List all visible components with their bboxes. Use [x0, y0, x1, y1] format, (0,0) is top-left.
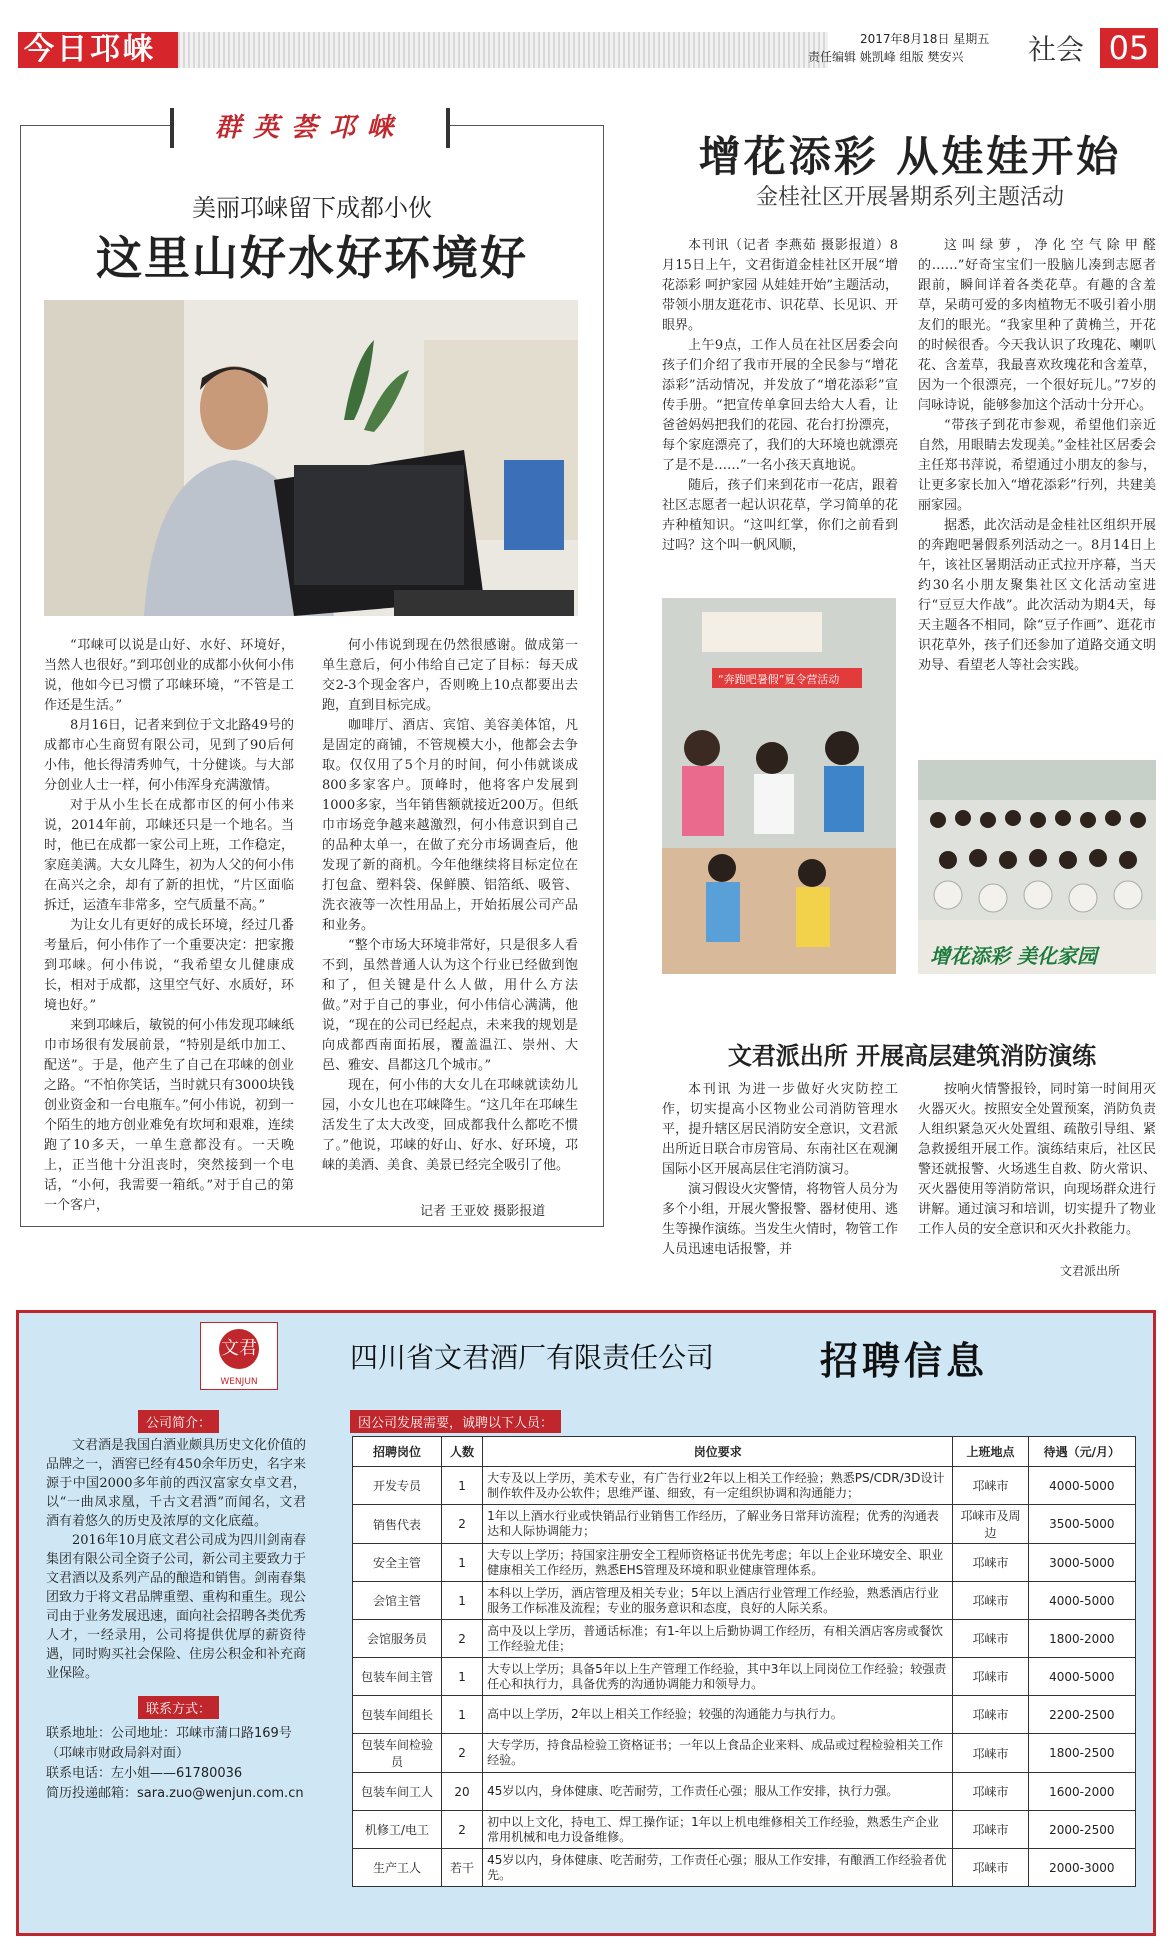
article-kicker: 美丽邛崃留下成都小伙: [192, 194, 432, 222]
header-position: 招聘岗位: [353, 1437, 442, 1467]
cell-count: 若干: [442, 1849, 483, 1887]
cell-location: 邛崃市: [953, 1544, 1028, 1582]
fire-drill-col2: [918, 1080, 1156, 1240]
cell-location: 邛崃市: [953, 1467, 1028, 1505]
cell-salary: 3500-5000: [1028, 1505, 1135, 1544]
cell-salary: 2000-2500: [1028, 1811, 1135, 1849]
cell-location: 邛崃市: [953, 1696, 1028, 1734]
cell-requirements: 大专及以上学历，美术专业，有广告行业2年以上相关工作经验；熟悉PS/CDR/3D设计制作软件及办公软件；思维严谨、细致，有一定组织协调和沟通能力；: [483, 1467, 953, 1505]
table-row: [353, 1544, 1136, 1582]
cell-salary: 3000-5000: [1028, 1544, 1135, 1582]
children-activity-illustration: [662, 598, 896, 974]
paragraph: 现在，何小伟的大女儿在邛崃就读幼儿园，小女儿也在邛崃降生。“这几年在邛崃生活发生了太大改变，回成都我什么都吃不惯了。”他说，邛崃的好山、好水、好环境，邛崃的美酒、美食、美景已经完全吸引了他。: [322, 1078, 578, 1173]
photo-caption: 增花添彩 美化家园: [930, 944, 1097, 968]
header-salary: 待遇（元/月）: [1028, 1437, 1135, 1467]
left-article-col1: [44, 636, 294, 1216]
table-row: [353, 1658, 1136, 1696]
section-name: 社会: [1028, 33, 1085, 66]
cell-salary: 1800-2500: [1028, 1734, 1135, 1773]
cell-count: 2: [442, 1620, 483, 1658]
portrait-photo-illustration: [44, 300, 578, 616]
intro-tag: 公司简介：: [138, 1410, 219, 1433]
job-table: [352, 1436, 1136, 1887]
contact-tag: 联系方式：: [138, 1696, 219, 1719]
banner-sign-text: “奔跑吧暑假”夏令营活动: [718, 673, 840, 686]
cell-salary: 2200-2500: [1028, 1696, 1135, 1734]
cell-requirements: 大专学历，持食品检验工资格证书；一年以上食品企业来料、成品或过程检验相关工作经验。: [483, 1734, 953, 1773]
page-number: 05: [1100, 28, 1158, 68]
cell-requirements: 高中以上学历，2年以上相关工作经验；较强的沟通能力与执行力。: [483, 1696, 953, 1734]
header-date: 2017年8月18日 星期五: [860, 32, 990, 46]
paragraph: 8月16日，记者来到位于文北路49号的成都市心生商贸有限公司，见到了90后何小伟，他长得清秀帅气，十分健谈。与大部分创业人士一样，何小伟浑身充满激情。: [44, 718, 294, 793]
cell-count: 1: [442, 1544, 483, 1582]
cell-requirements: 大专以上学历；具备5年以上生产管理工作经验，其中3年以上同岗位工作经验；较强责任心和执行力，具备优秀的沟通协调能力和领导力。: [483, 1658, 953, 1696]
header-location: 上班地点: [953, 1437, 1028, 1467]
table-row: [353, 1467, 1136, 1505]
header-count: 人数: [442, 1437, 483, 1467]
cell-salary: 4000-5000: [1028, 1658, 1135, 1696]
paragraph: 据悉，此次活动是金桂社区组织开展的奔跑吧暑假系列活动之一。8月14日上午，该社区暑期活动正式拉开序幕，当天约30名小朋友聚集社区文化活动室进行“豆豆大作战”。此次活动为期4天，每天主题各不相同，除“豆子作画”、逛花市识花草外，孩子们还参加了道路交通文明劝导、看望老人等社会实践。: [918, 518, 1156, 673]
ad-title-emphasis: 招聘信息: [820, 1338, 989, 1383]
fire-drill-col1: [662, 1080, 898, 1260]
paragraph: 咖啡厅、酒店、宾馆、美容美体馆，凡是固定的商铺，不管规模大小，他都会去争取。仅仅用了5个月的时间，何小伟就谈成800多家客户。顶峰时，他将客户发展到1000多家，当年销售额就接近200万。但纸巾市场竞争越来越激烈，何小伟意识到自己的品种太单一，在做了充分市场调查后，他发现了新的商机。今年他继续将目标定位在打包盒、塑料袋、保鲜膜、铝箔纸、吸管、洗衣液等一次性用品上，开始拓展公司产品和业务。: [322, 718, 578, 933]
portrait-photo: [44, 300, 578, 616]
contact-phone: 联系电话：左小姐——61780036: [46, 1766, 243, 1781]
logo-mark: 文君: [219, 1329, 259, 1369]
logo-text: WENJUN: [220, 1377, 258, 1387]
cell-position: 包装车间主管: [353, 1658, 442, 1696]
paragraph: 来到邛崃后，敏锐的何小伟发现邛崃纸巾市场很有发展前景，“特别是纸巾加工、配送”。于是，他产生了自己在邛崃的创业之路。“不怕你笑话，当时就只有3000块钱创业资金和一台电瓶车。”何小伟说，初到一个陌生的地方创业难免有坎坷和艰难，连续跑了10多天，一单生意都没有。一天晚上，正当他十分沮丧时，突然接到一个电话，“小何，我需要一箱纸。”对于自己的第一个客户，: [44, 1018, 294, 1213]
paragraph: 2016年10月底文君公司成为四川剑南春集团有限公司全资子公司，新公司主要致力于文君酒以及系列产品的酿造和销售。剑南春集团致力于将文君品牌重塑、重构和重生。现公司由于业务发展迅速，面向社会招聘各类优秀人才，一经录用，公司将提供优厚的薪资待遇，同时购买社会保险、住房公积金和补充商业保险。: [46, 1533, 307, 1681]
cell-position: 销售代表: [353, 1505, 442, 1544]
cell-position: 开发专员: [353, 1467, 442, 1505]
fire-drill-byline: 文君派出所: [1060, 1264, 1121, 1278]
cell-count: 2: [442, 1811, 483, 1849]
children-activity-photo: [662, 598, 896, 974]
article-headline: 这里山好水好环境好: [96, 231, 528, 285]
cell-requirements: 初中以上文化，持电工、焊工操作证；1年以上机电维修相关工作经验，熟悉生产企业常用机械和电力设备维修。: [483, 1811, 953, 1849]
header-editors: 责任编辑 姚凯峰 组版 樊安兴: [808, 50, 964, 64]
cell-salary: 2000-3000: [1028, 1849, 1135, 1887]
cell-count: 20: [442, 1773, 483, 1811]
column-title: 群英荟邛崃: [170, 108, 450, 148]
table-row: [353, 1849, 1136, 1887]
cell-requirements: 大专以上学历；持国家注册安全工程师资格证书优先考虑；年以上企业环境安全、职业健康相关工作经历，熟悉EHS管理及环境和职业健康管理体系。: [483, 1544, 953, 1582]
cell-position: 机修工/电工: [353, 1811, 442, 1849]
table-header-row: [353, 1437, 1136, 1467]
cell-requirements: 45岁以内，身体健康、吃苦耐劳，工作责任心强；服从工作安排，执行力强。: [483, 1773, 953, 1811]
table-row: [353, 1505, 1136, 1544]
cell-position: 包装车间工人: [353, 1773, 442, 1811]
paragraph: 上午9点，工作人员在社区居委会向孩子们介绍了我市开展的全民参与“增花添彩”活动情况，并发放了“增花添彩”宣传手册。“把宣传单拿回去给大人看，让爸爸妈妈把我们的花园、花台打扮漂亮，每个家庭漂亮了，我们的大环境也就漂亮了是不是……”一名小孩天真地说。: [662, 338, 898, 473]
table-row: [353, 1734, 1136, 1773]
flower-article-col1: [662, 236, 898, 556]
fire-drill-headline: 文君派出所 开展高层建筑消防演练: [727, 1042, 1097, 1070]
cell-location: 邛崃市: [953, 1582, 1028, 1620]
cell-location: 邛崃市: [953, 1734, 1028, 1773]
paragraph: 本刊讯（记者 李燕茹 摄影报道）8月15日上午，文君街道金桂社区开展“增花添彩 呵护家园 从娃娃开始”主题活动，带领小朋友逛花市、识花草、长见识、开眼界。: [662, 238, 898, 333]
wenjun-logo: [200, 1322, 278, 1390]
table-tag: 因公司发展需要，诚聘以下人员：: [350, 1410, 561, 1433]
cell-requirements: 45岁以内，身体健康、吃苦耐劳，工作责任心强；服从工作安排，有酿酒工作经验者优先。: [483, 1849, 953, 1887]
cell-location: 邛崃市: [953, 1620, 1028, 1658]
table-row: [353, 1582, 1136, 1620]
cell-location: 邛崃市: [953, 1811, 1028, 1849]
masthead-logo: 今日邛崃: [18, 32, 178, 68]
cell-count: 2: [442, 1734, 483, 1773]
cell-position: 会馆服务员: [353, 1620, 442, 1658]
table-row: [353, 1696, 1136, 1734]
cell-salary: 4000-5000: [1028, 1467, 1135, 1505]
cell-count: 1: [442, 1696, 483, 1734]
paragraph: 为让女儿有更好的成长环境，经过几番考量后，何小伟作了一个重要决定：把家搬到邛崃。何小伟说，“我希望女儿健康成长，相对于成都，这里空气好、水质好，环境也好。”: [44, 918, 294, 1013]
paragraph: “整个市场大环境非常好，只是很多人看不到，虽然普通人认为这个行业已经做到饱和了，但关键是什么人做，用什么方法做。”对于自己的事业，何小伟信心满满，他说，“现在的公司已经起点，未来我的规划是向成都西南面拓展，覆盖温江、崇州、大邑、雅安、昌都这几个城市。”: [322, 938, 578, 1073]
cell-position: 安全主管: [353, 1544, 442, 1582]
contact-address: 联系地址：公司地址：邛崃市蒲口路169号（邛崃市财政局斜对面）: [46, 1726, 292, 1761]
paragraph: 文君酒是我国白酒业颇具历史文化价值的品牌之一，酒窖已经有450余年历史，名字来源于中国2000多年前的西汉富家女卓文君，以“一曲凤求凰，千古文君酒”而闻名，文君酒有着悠久的历史及浓厚的文化底蕴。: [46, 1438, 307, 1529]
cell-requirements: 高中及以上学历，普通话标准；有1-年以上后勤协调工作经历，有相关酒店客房或餐饮工作经验尤佳；: [483, 1620, 953, 1658]
paragraph: “邛崃可以说是山好、水好、环境好，当然人也很好。”到邛创业的成都小伙何小伟说，他如今已习惯了邛崃环境，“不管是工作还是生活。”: [44, 638, 294, 713]
contact-email[interactable]: 简历投递邮箱：sara.zuo@wenjun.com.cn: [46, 1786, 304, 1801]
paragraph: 对于从小生长在成都市区的何小伟来说，2014年前，邛崃还只是一个地名。当时，他已在成都一家公司上班，工作稳定，家庭美满。大女儿降生，初为人父的何小伟在高兴之余，却有了新的担忧，“片区面临拆迁，运渣车非常多，空气质量不高。”: [44, 798, 294, 913]
flower-article-headline: 增花添彩 从娃娃开始: [698, 132, 1122, 181]
cell-count: 2: [442, 1505, 483, 1544]
cell-count: 1: [442, 1582, 483, 1620]
paragraph: 按响火情警报铃，同时第一时间用灭火器灭火。按照安全处置预案，消防负责人组织紧急灭火处置组、疏散引导组、紧急救援组开展工作。演练结束后，社区民警还就报警、火场逃生自救、防火常识、灭火器使用等消防常识，向现场群众进行讲解。通过演习和培训，切实提升了物业工作人员的安全意识和灭火扑救能力。: [918, 1082, 1156, 1237]
cell-requirements: 本科以上学历，酒店管理及相关专业；5年以上酒店行业管理工作经验，熟悉酒店行业服务工作标准及流程；专业的服务意识和态度，良好的人际关系。: [483, 1582, 953, 1620]
cell-location: 邛崃市: [953, 1773, 1028, 1811]
table-row: [353, 1620, 1136, 1658]
paragraph: 这叫绿萝，净化空气除甲醛的……”好奇宝宝们一股脑儿凑到志愿者跟前，瞬间详着各类花草。有趣的含羞草，呆萌可爱的多肉植物无不吸引着小朋友们的眼光。“我家里种了黄桷兰，开花的时候很香。今天我认识了玫瑰花、喇叭花、含羞草，我最喜欢玫瑰花和含羞草，因为一个很漂亮，一个很好玩儿。”7岁的闫咏诗说，能够参加这个活动十分开心。: [918, 238, 1156, 413]
table-row: [353, 1811, 1136, 1849]
contact-info: [46, 1724, 306, 1804]
flower-article-subtitle: 金桂社区开展暑期系列主题活动: [755, 185, 1064, 210]
cell-position: 会馆主管: [353, 1582, 442, 1620]
flower-article-col2: [918, 236, 1156, 676]
paragraph: 演习假设火灾警情，将物管人员分为多个小组，开展火警报警、器材使用、逃生等操作演练。当发生火情时，物管工作人员迅速电话报警，并: [662, 1182, 898, 1257]
cell-salary: 1600-2000: [1028, 1773, 1135, 1811]
header-requirements: 岗位要求: [483, 1437, 953, 1467]
cell-location: 邛崃市: [953, 1658, 1028, 1696]
cell-location: 邛崃市: [953, 1849, 1028, 1887]
masthead-pattern: [178, 32, 828, 68]
cell-location: 邛崃市及周边: [953, 1505, 1028, 1544]
cell-position: 生产工人: [353, 1849, 442, 1887]
paragraph: 何小伟说到现在仍然很感谢。做成第一单生意后，何小伟给自己定了目标：每天成交2-3个现金客户，否则晚上10点都要出去跑，直到目标完成。: [322, 638, 578, 713]
left-article-col2: [322, 636, 578, 1176]
cell-requirements: 1年以上酒水行业或快销品行业销售工作经历，了解业务日常拜访流程；优秀的沟通表达和人际协调能力；: [483, 1505, 953, 1544]
cell-salary: 1800-2000: [1028, 1620, 1135, 1658]
paragraph: 本刊讯 为进一步做好火灾防控工作，切实提高小区物业公司消防管理水平，提升辖区居民消防安全意识，文君派出所近日联合市房管局、东南社区在观澜国际小区开展高层住宅消防演习。: [662, 1082, 898, 1177]
cell-salary: 4000-5000: [1028, 1582, 1135, 1620]
company-intro: [46, 1436, 306, 1683]
paragraph: “带孩子到花市参观，希望他们亲近自然，用眼睛去发现美。”金桂社区居委会主任郑书萍说，希望通过小朋友的参与，让更多家长加入“增花添彩”行列，共建美丽家园。: [918, 418, 1156, 513]
cell-count: 1: [442, 1467, 483, 1505]
left-article-byline: 记者 王亚姣 摄影报道: [420, 1204, 546, 1219]
ad-company-title: 四川省文君酒厂有限责任公司: [350, 1341, 715, 1374]
table-row: [353, 1773, 1136, 1811]
cell-position: 包装车间组长: [353, 1696, 442, 1734]
paragraph: 随后，孩子们来到花市一花店，跟着社区志愿者一起认识花草，学习简单的花卉种植知识。“这叫红掌，你们之前看到过吗？这个叫一帆风顺，: [662, 478, 898, 553]
cell-position: 包装车间检验员: [353, 1734, 442, 1773]
cell-count: 1: [442, 1658, 483, 1696]
